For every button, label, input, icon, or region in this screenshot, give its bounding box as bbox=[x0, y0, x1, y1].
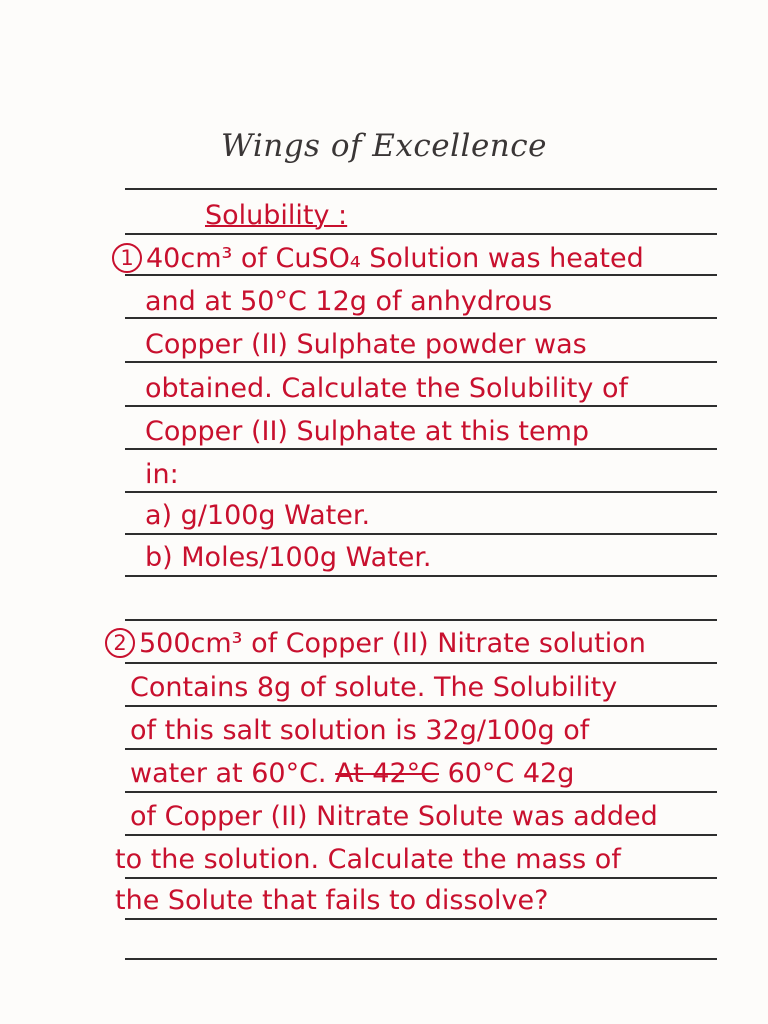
q2-line-3: of this salt solution is 32g/100g of bbox=[130, 715, 590, 746]
rule-line bbox=[125, 918, 717, 920]
rule-line bbox=[125, 748, 717, 750]
rule-line bbox=[125, 662, 717, 664]
question-number: 2 bbox=[105, 628, 135, 658]
q1-line-5: Copper (II) Sulphate at this temp bbox=[145, 416, 590, 447]
q2-line-2: Contains 8g of solute. The Solubility bbox=[130, 672, 618, 703]
rule-line bbox=[125, 958, 717, 960]
rule-line bbox=[125, 877, 717, 879]
rule-line bbox=[125, 575, 717, 577]
rule-line bbox=[125, 533, 717, 535]
struck-text: At 42°C bbox=[335, 758, 439, 789]
q1-line-3: Copper (II) Sulphate powder was bbox=[145, 329, 587, 360]
rule-line bbox=[125, 619, 717, 621]
rule-line bbox=[125, 791, 717, 793]
rule-line bbox=[125, 705, 717, 707]
rule-line bbox=[125, 491, 717, 493]
rule-line bbox=[125, 834, 717, 836]
q1-line-4: obtained. Calculate the Solubility of bbox=[145, 373, 628, 404]
section-heading: Solubility : bbox=[205, 200, 348, 231]
q1-line-1: 1 40cm³ of CuSO₄ Solution was heated bbox=[112, 243, 644, 275]
page-header-title: Wings of Excellence bbox=[221, 128, 547, 164]
q2-line-5: of Copper (II) Nitrate Solute was added bbox=[130, 801, 658, 832]
rule-line bbox=[125, 188, 717, 190]
q1-line-6: in: bbox=[145, 459, 179, 490]
q2-line-6: to the solution. Calculate the mass of bbox=[115, 844, 621, 875]
rule-line bbox=[125, 448, 717, 450]
question-number: 1 bbox=[112, 243, 142, 273]
q1-part-b: b) Moles/100g Water. bbox=[145, 542, 432, 573]
q2-line-4: water at 60°C. At 42°C 60°C 42g bbox=[130, 758, 575, 789]
rule-line bbox=[125, 405, 717, 407]
q1-line-2: and at 50°C 12g of anhydrous bbox=[145, 286, 553, 317]
q2-line-1: 2 500cm³ of Copper (II) Nitrate solution bbox=[105, 628, 646, 660]
rule-line bbox=[125, 361, 717, 363]
q2-line-7: the Solute that fails to dissolve? bbox=[115, 885, 549, 916]
rule-line bbox=[125, 233, 717, 235]
q1-part-a: a) g/100g Water. bbox=[145, 500, 371, 531]
